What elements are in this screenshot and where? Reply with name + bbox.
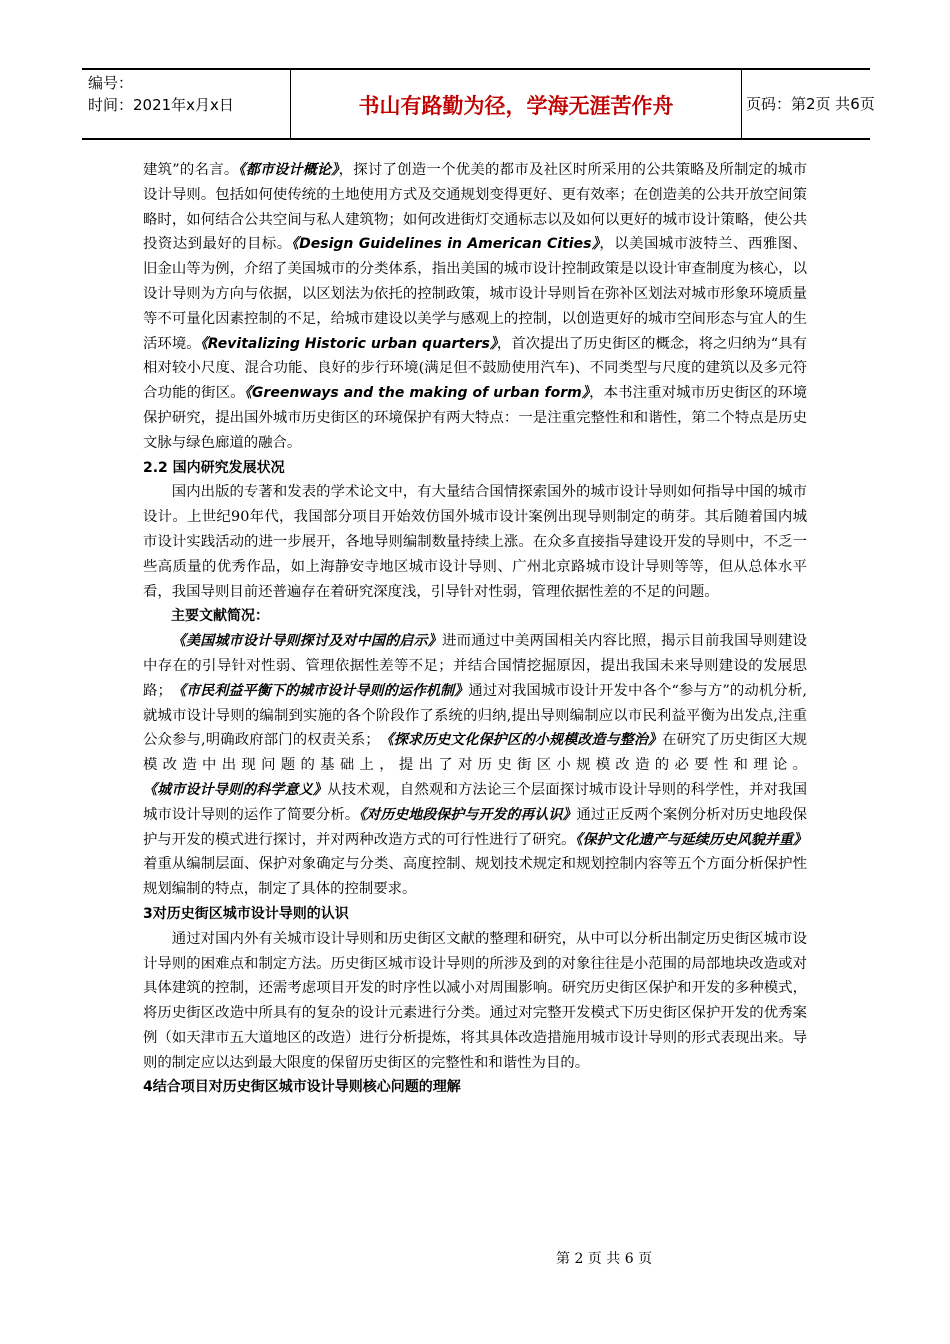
paragraph-domestic-research: 国内出版的专著和发表的学术论文中，有大量结合国情探索国外的城市设计导则如何指导中国的城市设计。上世纪90年代，我国部分项目开始效仿国外城市设计案例出现导则制定的萌芽。其后随着国内城市设计实践活动的进一步展开，各地导则编制数量持续上涨。在众多直接指导建设开发的导则中，不乏一些高质量的优秀作品，如上海静安寺地区城市设计导则、广州北京路城市设计导则等等，但从总体水平看，我国导则目前还普遍存在着研究深度浅，引导针对性弱，管理依据性差的不足的问题。 bbox=[143, 484, 807, 600]
doc-time: 时间：2021年x月x日 bbox=[88, 96, 234, 114]
title-revitalizing: 《Revitalizing Historic urban quarters》 bbox=[200, 335, 497, 352]
header-motto: 书山有路勤为径，学海无涯苦作舟 bbox=[358, 94, 674, 118]
page-header bbox=[82, 68, 875, 140]
subheading-main-literature: 主要文献简况： bbox=[171, 608, 269, 625]
title-us-guidelines: 《美国城市设计导则探讨及对中国的启示》 bbox=[171, 633, 442, 650]
title-historic-district: 《对历史地段保护与开发的再认识》 bbox=[359, 806, 577, 823]
header-meta bbox=[88, 72, 286, 116]
paragraph-understanding: 通过对国内外有关城市设计导则和历史街区文献的整理和研究，从中可以分析出制定历史街区城市设计导则的困难点和制定方法。历史街区城市设计导则的所涉及到的对象往往是小范围的局部地块改造或对具体建筑的控制，还需考虑项目开发的时序性以减小对周围影响。研究历史街区保护和开发的多种模式，将历史街区改造中所具有的复杂的设计元素进行分类。通过对完整开发模式下历史街区保护开发的优秀案例（如天津市五大道地区的改造）进行分析提炼，将其具体改造措施用城市设计导则的形式表现出来。导则的制定应以达到最大限度的保留历史街区的完整性和和谐性为目的。 bbox=[143, 930, 807, 1071]
section-heading-2-2: 2.2 国内研究发展状况 bbox=[143, 459, 285, 476]
section-heading-4: 4结合项目对历史街区城市设计导则核心问题的理解 bbox=[143, 1079, 461, 1096]
header-page-number: 页码：第2页 共6页 bbox=[746, 95, 875, 113]
header-motto-cell bbox=[290, 70, 742, 138]
title-scientific-meaning: 《城市设计导则的科学意义》 bbox=[143, 781, 328, 798]
title-small-scale-renewal: 《探求历史文化保护区的小规模改造与整治》 bbox=[379, 732, 663, 749]
title-citizen-interest: 《市民利益平衡下的城市设计导则的运作机制》 bbox=[171, 682, 469, 699]
title-design-guidelines: 《Design Guidelines in American Cities》 bbox=[291, 236, 600, 253]
title-urban-design-intro: 《都市设计概论》 bbox=[238, 162, 339, 178]
paragraph-foreign-literature: 建筑”的名言。《都市设计概论》，探讨了创造一个优美的都市及社区时所采用的公共策略及所制定的城市设计导则。包括如何使传统的土地使用方式及交通规划变得更好、更有效率；在创造美的公共开放空间策略时，如何结合公共空间与私人建筑物；如何改进街灯交通标志以及如何以更好的城市设计策略，使公共投资达到最好的目标。《Design Guidelines in American Cities》，以美国城市波特兰、西雅图、旧金山等为例，介绍了美国城市的分类体系，指出美国的城市设计控制政策是以设计审查制度为核心，以设计导则为方向与依据，以区划法为依托的控制政策，城市设计导则旨在弥补区划法对城市形象环境质量等不可量化因素控制的不足，给城市建设以美学与感观上的控制，以创造更好的城市空间形态与宜人的生活环境。《Revitalizing Historic urban quarters》，首次提出了历史街区的概念，将之归纳为“具有相对较小尺度、混合功能、良好的步行环境(满足但不鼓励使用汽车)、不同类型与尺度的建筑以及多元符合功能的街区。《Greenways and the making of urban form》，本书注重对城市历史街区的环境保护研究，提出国外城市历史街区的环境保护有两大特点：一是注重完整性和和谐性，第二个特点是历史文脉与绿色廊道的融合。 bbox=[143, 162, 808, 451]
page-footer: 第 2 页 共 6 页 bbox=[556, 1251, 653, 1267]
section-heading-3: 3对历史街区城市设计导则的认识 bbox=[143, 905, 349, 922]
document-body bbox=[143, 158, 807, 1100]
paragraph-literature-summary: 《美国城市设计导则探讨及对中国的启示》进而通过中美两国相关内容比照，揭示目前我国导则建设中存在的引导针对性弱、管理依据性差等不足；并结合国情挖掘原因，提出我国未来导则建设的发展思路；《市民利益平衡下的城市设计导则的运作机制》通过对我国城市设计开发中各个“参与方”的动机分析,就城市设计导则的编制到实施的各个阶段作了系统的归纳,提出导则编制应以市民利益平衡为出发点,注重公众参与,明确政府部门的权责关系；《探求历史文化保护区的小规模改造与整治》在研究了历史街区大规模改造中出现问题的基础上，提出了对历史街区小规模改造的必要性和理论。《城市设计导则的科学意义》从技术观，自然观和方法论三个层面探讨城市设计导则的科学性，并对我国城市设计导则的运作了简要分析。《对历史地段保护与开发的再认识》通过正反两个案例分析对历史地段保护与开发的模式进行探讨，并对两种改造方式的可行性进行了研究。《保护文化遗产与延续历史风貌并重》着重从编制层面、保护对象确定与分类、高度控制、规划技术规定和规划控制内容等五个方面分析保护性规划编制的特点，制定了具体的控制要求。 bbox=[143, 633, 808, 898]
doc-number: 编号： bbox=[88, 74, 134, 92]
title-heritage-protection: 《保护文化遗产与延续历史风貌并重》 bbox=[575, 831, 807, 848]
title-greenways: 《Greenways and the making of urban form》 bbox=[244, 385, 590, 402]
